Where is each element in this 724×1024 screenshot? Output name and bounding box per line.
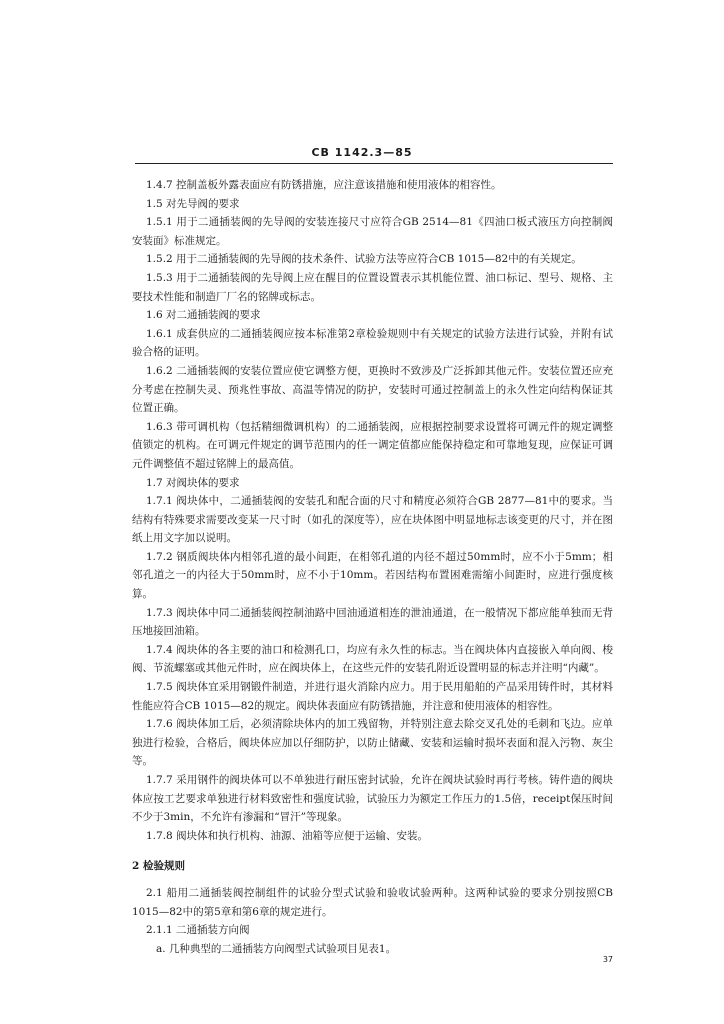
clause-1-5-2: 1.5.2 用于二通插装阀的先导阀的技术条件、试验方法等应符合CB 1015—82中的有关规定。 [146, 253, 582, 266]
page-header-doc-number: CB 1142.3—85 [311, 146, 413, 159]
clause-1-7-2: 1.7.2 钢质阀块体内相邻孔道的最小间距，在相邻孔道的内径不超过50mm时，应不小于5mm；相邻孔道之一的内径大于50mm时，应不小于10mm。若因结构布置困难需缩小间距时，应进行强度核算。 [132, 550, 613, 601]
clause-1-7-6: 1.7.6 阀块体加工后，必须清除块体内的加工残留物，并特别注意去除交叉孔处的毛刺和飞边。应单独进行检验，合格后，阀块体应加以仔细防护，以防止储藏、安装和运输时损坏表面和混入污物、灰尘等。 [132, 718, 613, 768]
header-rule [135, 163, 613, 164]
section-1-5-heading: 1.5 对先导阀的要求 [146, 197, 240, 210]
clause-1-7-4: 1.7.4 阀块体的各主要的油口和检测孔口，均应有永久性的标志。当在阀块体内直接嵌入单向阀、梭阀、节流螺塞或其他元件时，应在阀块体上，在这些元件的安装孔附近设置明显的标志并注明“内藏”。 [132, 643, 613, 675]
clause-2-1-1: 2.1.1 二通插装方向阀 [146, 924, 250, 937]
chapter-2-heading: 2 检验规则 [132, 860, 185, 873]
clause-1-7-1: 1.7.1 阀块体中，二通插装阀的安装孔和配合面的尺寸和精度必须符合GB 2877—81中的要求。当结构有特殊要求需要改变某一尺寸时（如孔的深度等），应在块体图中明显地标志该变更的尺寸，并在图纸上用文字加以说明。 [132, 495, 613, 545]
clause-2-1: 2.1 船用二通插装阀控制组件的试验分型式试验和验收试验两种。这两种试验的要求分别按照CB 1015—82中的第5章和第6章的规定进行。 [132, 886, 613, 918]
body-text [132, 176, 613, 958]
section-1-7-heading: 1.7 对阀块体的要求 [146, 476, 240, 489]
clause-1-5-1: 1.5.1 用于二通插装阀的先导阀的安装连接尺寸应符合GB 2514—81《四油口板式液压方向控制阀安装面》标准规定。 [132, 216, 613, 247]
list-item-a: a. 几种典型的二通插装方向阀型式试验项目见表1。 [156, 942, 397, 955]
page-number: 37 [602, 955, 613, 964]
clause-1-4-7: 1.4.7 控制盖板外露表面应有防锈措施，应注意该措施和使用液体的相容性。 [146, 179, 502, 191]
clause-1-7-3: 1.7.3 阀块体中同二通插装阀控制油路中回油通道相连的泄油通道，在一般情况下都应能单独而无背压地接回油箱。 [132, 606, 613, 638]
clause-1-7-5: 1.7.5 阀块体宜采用钢锻件制造，并进行退火消除内应力。用于民用船舶的产品采用铸件时，其材料性能应符合CB 1015—82的规定。阀块体表面应有防锈措施，并注意和使用液体的相容性。 [132, 681, 613, 712]
clause-1-7-8: 1.7.8 阀块体和执行机构、油源、油箱等应便于运输、安装。 [146, 829, 429, 842]
clause-1-6-2: 1.6.2 二通插装阀的安装位置应使它调整方便，更换时不致涉及广泛拆卸其他元件。安装位置还应充分考虑在控制失灵、预兆性事故、高温等情况的防护，安装时可通过控制盖上的永久性定向结构保证其位置正确。 [132, 364, 613, 415]
section-1-6-heading: 1.6 对二通插装阀的要求 [146, 309, 261, 322]
clause-1-6-1: 1.6.1 成套供应的二通插装阀应按本标准第2章检验规则中有关规定的试验方法进行试验，并附有试验合格的证明。 [132, 327, 613, 359]
clause-1-5-3: 1.5.3 用于二通插装阀的先导阀上应在醒目的位置设置表示其机能位置、油口标记、型号、规格、主要技术性能和制造厂厂名的铭牌或标志。 [132, 271, 613, 303]
clause-1-7-7: 1.7.7 采用钢件的阀块体可以不单独进行耐压密封试验，允许在阀块试验时再行考核。铸件造的阀块体应按工艺要求单独进行材料致密性和强度试验，试验压力为额定工作压力的1.5倍，receipt保压时间不少于3min，不允许有渗漏和“冒汗”等现象。 [132, 774, 613, 824]
clause-1-6-3: 1.6.3 带可调机构（包括精细微调机构）的二通插装阀，应根据控制要求设置将可调元件的规定调整值锁定的机构。在可调元件规定的调节范围内的任一调定值都应能保持稳定和可靠地复现，应保证可调元件调整值不超过铭牌上的最高值。 [132, 420, 613, 470]
